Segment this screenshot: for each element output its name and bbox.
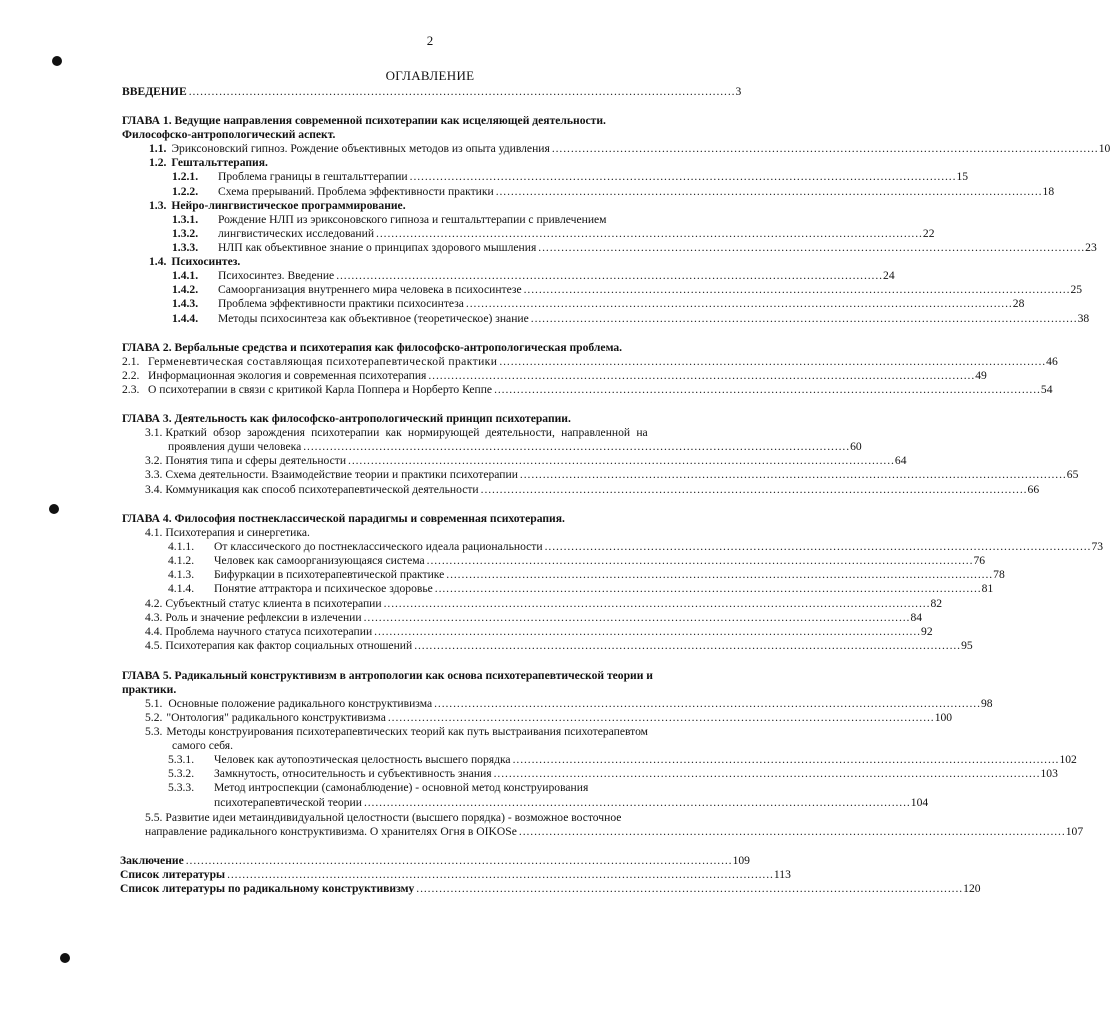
entry-text: О психотерапии в связи с критикой Карла Поппера и Норберто Кеппе <box>148 383 493 396</box>
toc-entry[interactable] <box>145 638 973 653</box>
entry-text: Рождение НЛП из эриксоновского гипноза и гештальттерапии с привлечением <box>218 213 607 226</box>
entry-page: 24 <box>883 269 895 282</box>
entry-number: 4.1.4. <box>168 582 195 595</box>
toc-entry[interactable] <box>172 169 969 184</box>
entry-text: Краткий обзор зарождения психотерапии как нормирующей деятельности, направленной на <box>165 426 648 439</box>
entry-number: 1.1. <box>149 142 167 155</box>
toc-entry[interactable] <box>122 382 1053 397</box>
toc-entry[interactable] <box>145 824 1084 839</box>
entry-page: 102 <box>1059 753 1077 766</box>
section-heading: 1.4. Психосинтез. <box>149 255 241 268</box>
entry-number: 1.2.2. <box>172 185 199 198</box>
entry-text: Герменевтическая составляющая психотерапевтической практики <box>148 355 498 368</box>
section-heading: 4.1. Психотерапия и синергетика. <box>145 526 310 539</box>
toc-entry[interactable] <box>145 710 953 725</box>
entry-text: Схема прерываний. Проблема эффективности практики <box>218 185 494 198</box>
entry-number: 3.2. <box>145 454 163 467</box>
entry-text: Человек как аутопоэтическая целостность высшего порядка <box>214 753 511 766</box>
entry-page: 38 <box>1077 312 1090 325</box>
toc-entry[interactable] <box>145 467 1079 482</box>
entry-number: 1.3.2. <box>172 227 199 240</box>
chapter-heading: ГЛАВА 3. Деятельность как философско-антропологический принцип психотерапии. <box>122 412 571 425</box>
toc-entry[interactable] <box>168 581 994 596</box>
entry-text: Бифуркации в психотерапевтической практике <box>214 568 445 581</box>
entry-number: 5.5. <box>145 811 163 824</box>
entry-number: 1.4.2. <box>172 283 199 296</box>
entry-page: 103 <box>1040 767 1058 780</box>
entry-number: 3.4. <box>145 483 163 496</box>
entry-text: Самоорганизация внутреннего мира человека в психосинтезе <box>218 283 522 296</box>
entry-text: Развитие идеи метаиндивидуальной целостности (высшего порядка) - возможное восточное <box>165 811 622 824</box>
entry-number: 2.3. <box>122 383 140 396</box>
toc-entry[interactable] <box>172 296 1025 311</box>
toc-entry[interactable] <box>168 439 862 454</box>
chapter-heading: ГЛАВА 1. Ведущие направления современной психотерапии как исцеляющей деятельности. <box>122 114 606 127</box>
entry-number: 5.3.1. <box>168 753 195 766</box>
page-number: 2 <box>426 33 434 48</box>
entry-text: Информационная экология и современная психотерапия <box>148 369 427 382</box>
entry-number: 5.1. <box>145 697 163 710</box>
entry-number: 3.3. <box>145 468 163 481</box>
entry-text: Список литературы <box>120 868 226 881</box>
entry-text: Субъектный статус клиента в психотерапии <box>165 597 382 610</box>
entry-text: Схема деятельности. Взаимодействие теории и практики психотерапии <box>165 468 518 481</box>
entry-text: Замкнутость, относительность и субъективность знания <box>214 767 492 780</box>
entry-number: 5.3. <box>145 725 163 738</box>
entry-page: 64 <box>894 454 907 467</box>
toc-entry[interactable] <box>149 141 1110 156</box>
entry-text: Психотерапия как фактор социальных отношений <box>165 639 413 652</box>
entry-page: 113 <box>773 868 791 881</box>
toc-entry[interactable] <box>172 184 1055 199</box>
toc-entry[interactable] <box>172 282 1083 297</box>
entry-number: 3.1. <box>145 426 163 439</box>
entry-number: 1.4.4. <box>172 312 199 325</box>
entry-page: 120 <box>963 882 981 895</box>
entry-page: 22 <box>922 227 935 240</box>
toc-entry[interactable] <box>122 354 1058 369</box>
entry-text: проявления души человека <box>168 440 302 453</box>
entry-page: 98 <box>980 697 993 710</box>
entry-page: 104 <box>910 796 929 809</box>
entry-number: 4.5. <box>145 639 163 652</box>
entry-number: 4.4. <box>145 625 163 638</box>
entry-page: 73 <box>1091 540 1104 553</box>
entry-number: 2.1. <box>122 355 140 368</box>
entry-text: Метод интроспекции (самонаблюдение) - основной метод конструирования <box>214 781 589 794</box>
entry-text: ВВЕДЕНИЕ <box>122 85 187 98</box>
toc-entry[interactable] <box>172 268 895 283</box>
entry-text: Человек как самоорганизующаяся система <box>214 554 425 567</box>
entry-number: 1.4.1. <box>172 269 199 282</box>
entry-number: 1.2.1. <box>172 170 199 183</box>
toc-entry[interactable] <box>145 425 738 440</box>
toc-entry[interactable] <box>168 539 1104 554</box>
entry-page: 109 <box>732 854 750 867</box>
chapter-heading: ГЛАВА 2. Вербальные средства и психотерапия как философско-антропологическая проблема. <box>122 341 623 354</box>
entry-text: Заключение <box>120 854 184 867</box>
entry-text: От классического до постнеклассического идеала рациональности <box>214 540 543 553</box>
entry-text: Методы психосинтеза как объективное (теоретическое) знание <box>218 312 529 325</box>
entry-text: Проблема эффективности практики психосинтеза <box>218 297 464 310</box>
toc-entry[interactable] <box>168 567 1005 582</box>
section-heading: 1.2. Гештальттерапия. <box>149 156 268 169</box>
toc-entry[interactable] <box>145 482 1040 497</box>
toc-entry-bibliography-constructivism[interactable] <box>120 881 981 896</box>
entry-page: 54 <box>1040 383 1053 396</box>
entry-page: 28 <box>1012 297 1025 310</box>
toc-entry[interactable] <box>172 311 1090 326</box>
entry-page: 18 <box>1042 185 1055 198</box>
entry-page: 60 <box>850 440 862 453</box>
entry-page: 107 <box>1065 825 1084 838</box>
toc-title: ОГЛАВЛЕНИЕ <box>385 68 475 83</box>
toc-entry[interactable] <box>168 780 738 795</box>
toc-entry-intro[interactable] <box>122 84 742 99</box>
entry-text: НЛП как объективное знание о принципах здорового мышления <box>218 241 537 254</box>
entry-page: 95 <box>961 639 973 652</box>
entry-text: Основные положение радикального конструктивизма <box>168 697 433 710</box>
toc-entry[interactable] <box>145 453 907 468</box>
entry-number: 4.1.1. <box>168 540 195 553</box>
entry-page: 66 <box>1027 483 1040 496</box>
entry-page: 10 <box>1098 142 1110 155</box>
entry-page: 65 <box>1066 468 1079 481</box>
entry-page: 100 <box>934 711 953 724</box>
entry-text: направление радикального конструктивизма. О хранителях Огня в OIKOSe <box>145 825 517 838</box>
toc-entry[interactable] <box>145 610 923 625</box>
entry-text: Список литературы по радикальному конструктивизму <box>120 882 415 895</box>
entry-number: 4.3. <box>145 611 163 624</box>
entry-text: Эриксоновский гипноз. Рождение объективных методов из опыта удивления <box>171 142 550 155</box>
entry-page: 81 <box>981 582 994 595</box>
entry-page: 92 <box>921 625 933 638</box>
chapter-heading: ГЛАВА 5. Радикальный конструктивизм в антропологии как основа психотерапевтической теории и <box>122 669 653 682</box>
entry-page: 46 <box>1046 355 1058 368</box>
chapter-heading-cont: практики. <box>122 683 177 696</box>
entry-number: 5.3.2. <box>168 767 195 780</box>
entry-page: 82 <box>930 597 943 610</box>
entry-page: 23 <box>1085 241 1097 254</box>
toc-entry[interactable] <box>145 624 933 639</box>
toc-entry[interactable] <box>172 226 935 241</box>
toc-entry-bibliography[interactable] <box>120 867 791 882</box>
entry-page: 49 <box>975 369 987 382</box>
entry-text: лингвистических исследований <box>218 227 375 240</box>
entry-number: 1.3.3. <box>172 241 199 254</box>
entry-text: Методы конструирования психотерапевтических теорий как путь выстраивания психотерапевтом <box>166 725 648 738</box>
entry-text: Проблема границы в гештальттерапии <box>218 170 408 183</box>
toc-entry[interactable] <box>168 553 986 568</box>
chapter-heading-cont: Философско-антропологический аспект. <box>122 128 336 141</box>
toc-entry[interactable] <box>122 368 987 383</box>
entry-number: 5.2. <box>145 711 163 724</box>
chapter-heading: ГЛАВА 4. Философия постнеклассической парадигмы и современная психотерапия. <box>122 512 565 525</box>
entry-page: 78 <box>993 568 1005 581</box>
entry-number: 5.3.3. <box>168 781 195 794</box>
entry-number: 4.1.3. <box>168 568 195 581</box>
toc-entry[interactable] <box>168 752 1077 767</box>
entry-number: 1.3.1. <box>172 213 199 226</box>
entry-number: 1.4.3. <box>172 297 199 310</box>
entry-page: 3 <box>735 85 742 98</box>
toc-entry[interactable] <box>145 596 943 611</box>
entry-page: 76 <box>973 554 986 567</box>
toc-entry[interactable] <box>168 766 1058 781</box>
toc-entry-conclusion[interactable] <box>120 853 750 868</box>
toc-entry[interactable] <box>145 810 738 825</box>
toc-entry[interactable] <box>145 724 738 739</box>
entry-number: 4.2. <box>145 597 163 610</box>
entry-page: 84 <box>910 611 923 624</box>
entry-page: 25 <box>1070 283 1083 296</box>
entry-text: Понятия типа и сферы деятельности <box>165 454 347 467</box>
toc-entry-cont: самого себя. <box>172 739 234 752</box>
toc-entry[interactable] <box>214 795 929 810</box>
entry-text: "Онтология" радикального конструктивизма <box>166 711 386 724</box>
section-heading: 1.3. Нейро-лингвистическое программирование. <box>149 199 406 212</box>
entry-number: 4.1.2. <box>168 554 195 567</box>
entry-text: Проблема научного статуса психотерапии <box>165 625 373 638</box>
toc-entry[interactable] <box>145 696 993 711</box>
entry-text: Психосинтез. Введение <box>218 269 335 282</box>
toc-entry[interactable] <box>172 212 738 227</box>
entry-number: 2.2. <box>122 369 140 382</box>
entry-text: психотерапевтической теории <box>214 796 362 809</box>
entry-page: 15 <box>956 170 969 183</box>
toc-entry[interactable] <box>172 240 1097 255</box>
entry-text: Коммуникация как способ психотерапевтической деятельности <box>165 483 479 496</box>
entry-text: Роль и значение рефлексии в излечении <box>165 611 362 624</box>
entry-text: Понятие аттрактора и психическое здоровье <box>214 582 433 595</box>
